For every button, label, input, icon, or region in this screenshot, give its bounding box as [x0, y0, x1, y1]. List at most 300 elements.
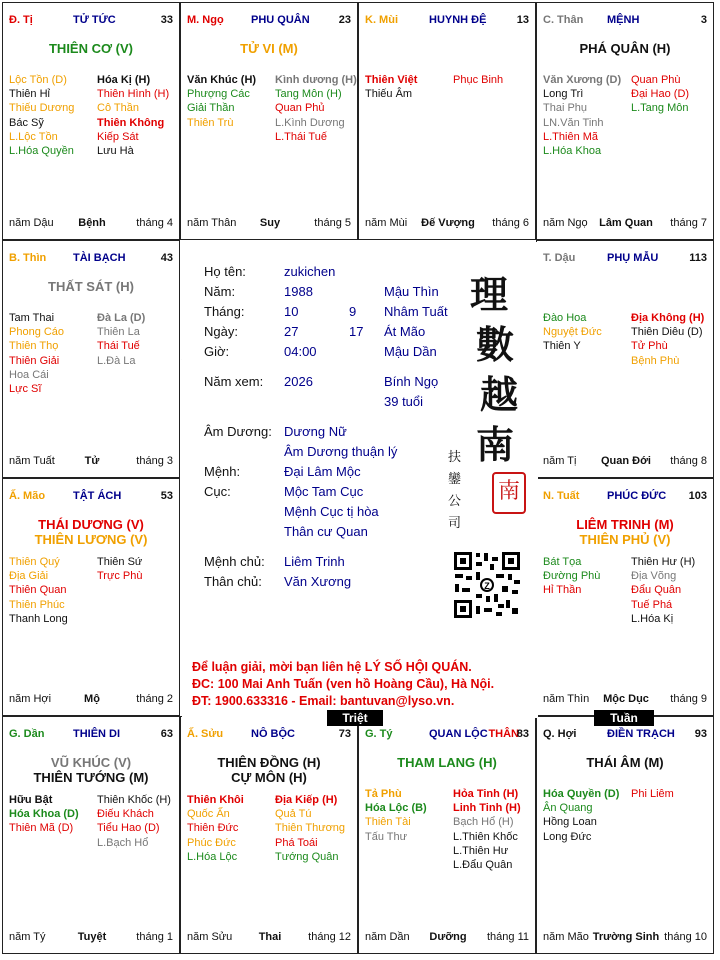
palace-header — [543, 252, 709, 268]
view-age: 39 tuổi — [384, 394, 424, 409]
palace-year: năm Tuất — [9, 455, 55, 467]
company-char: 鑾 — [448, 472, 462, 487]
star-item: Thiên La — [97, 326, 140, 339]
stars-col-left — [543, 787, 631, 844]
stars-col-right — [631, 555, 719, 626]
amduong-value: Dương Nữ — [284, 424, 347, 439]
main-stars — [359, 755, 535, 770]
main-star: THIÊN PHỦ (V) — [579, 532, 671, 547]
star-item: Bạch Hổ (H) — [453, 816, 514, 829]
star-item: Phục Binh — [453, 74, 504, 86]
star-item: Thanh Long — [9, 612, 68, 625]
star-item: L.Hóa Kị — [631, 612, 674, 625]
stars-col-left — [365, 73, 453, 101]
stars-col-right — [275, 73, 363, 144]
palace-footer — [9, 217, 175, 231]
star-item: Điếu Khách — [97, 808, 154, 821]
palace-name: MỆNH — [607, 14, 640, 26]
palace-month: tháng 7 — [670, 217, 707, 229]
star-item: Phá Toái — [275, 836, 318, 849]
main-star: THẤT SÁT (H) — [48, 279, 134, 294]
star-item: L.Đẩu Quân — [453, 859, 513, 872]
palace-thin[interactable] — [2, 240, 180, 478]
stars-col-left — [543, 73, 631, 158]
notice-contact: ĐT: 1900.633316 - Email: bantuvan@lyso.vn. — [192, 694, 455, 708]
palace-stem: Ấ. Mão — [9, 490, 46, 502]
palace-header — [187, 14, 353, 30]
star-item: Thiên Hư (H) — [631, 556, 696, 568]
star-item: L.Thiên Khốc — [453, 830, 518, 843]
star-item: Hoa Cái — [9, 368, 49, 381]
stars-col-left — [9, 73, 97, 158]
notice-line-1: Để luận giải, mời bạn liên hệ LÝ SỐ HỘI QUÁN. — [192, 660, 472, 674]
palace-name: TỬ TỨC — [73, 14, 116, 26]
notice-address: ĐC: 100 Mai Anh Tuấn (ven hồ Hoàng Cầu), Hà Nội. — [192, 677, 495, 691]
month-label: Tháng: — [204, 304, 245, 319]
palace-header — [543, 728, 709, 744]
palace-stem: G. Dần — [9, 728, 45, 740]
stars-col-left — [543, 311, 631, 354]
palace-footer — [543, 217, 709, 231]
svg-text:Z: Z — [484, 581, 490, 591]
month-lunar: Nhâm Tuất — [384, 304, 448, 319]
main-star: THÁI DƯƠNG (V) — [38, 517, 144, 532]
menhchu-value: Liêm Trinh — [284, 554, 345, 569]
menh-label: Mệnh: — [204, 464, 241, 479]
main-star: CỰ MÔN (H) — [231, 770, 307, 785]
star-item: Phong Cáo — [9, 326, 65, 339]
main-stars — [3, 517, 179, 547]
star-item: Thiên Việt — [365, 74, 418, 86]
main-stars — [537, 755, 713, 770]
palace-stem: B. Thìn — [9, 252, 47, 264]
star-item: Thiên Quý — [9, 556, 60, 568]
calligraphy-char: 南 — [476, 422, 515, 467]
life-stage: Bệnh — [78, 217, 106, 229]
star-item: Thiên Trù — [187, 116, 234, 129]
star-item: Hữu Bật — [9, 794, 53, 806]
star-item: Đẩu Quân — [631, 584, 682, 597]
star-item: Hồng Loan — [543, 816, 597, 829]
palace-stem: K. Mùi — [365, 14, 398, 26]
star-item: Đại Hao (D) — [631, 88, 690, 101]
star-item: Thiên Hỉ — [9, 88, 50, 101]
palace-header — [9, 728, 175, 744]
star-item: Tam Thai — [9, 312, 55, 324]
day-lunar-num: 17 — [349, 324, 364, 339]
star-item: L.Thiên Mã — [543, 130, 599, 143]
palace-header — [187, 728, 353, 744]
main-star: TỬ VI (M) — [240, 41, 298, 56]
palace-age: 83 — [516, 728, 529, 740]
palace-month: tháng 11 — [486, 931, 529, 943]
stars-col-right — [631, 73, 719, 116]
day-lunar: Át Mão — [384, 324, 426, 339]
calligraphy-char: 數 — [476, 322, 515, 367]
palace-year: năm Dần — [365, 931, 410, 943]
cuc-value: Mộc Tam Cục — [284, 484, 364, 499]
stars-col-right — [275, 793, 363, 864]
palace-year: năm Mão — [543, 931, 589, 943]
star-item: Địa Võng — [631, 570, 677, 583]
star-item: Đào Hoa — [543, 312, 587, 324]
palace-footer — [365, 217, 531, 231]
palace-name: PHỤ MẪU — [607, 252, 659, 264]
year-solar: 1988 — [284, 284, 313, 299]
palace-hoi[interactable] — [536, 716, 714, 954]
month-solar: 10 — [284, 304, 299, 319]
palace-stem: T. Dậu — [543, 252, 576, 264]
star-item: L.Kình Dương — [275, 116, 345, 129]
palace-year: năm Dậu — [9, 217, 54, 229]
palace-name: PHÚC ĐỨC — [607, 490, 667, 502]
star-item: Hỏa Tinh (H) — [453, 788, 519, 800]
star-item: Bác Sỹ — [9, 116, 44, 129]
star-item: Lưu Hà — [97, 145, 134, 158]
than-marker: THÂN — [488, 728, 519, 740]
palace-year: năm Thân — [187, 217, 237, 229]
view-year: 2026 — [284, 374, 313, 389]
stars-col-left — [9, 793, 97, 836]
main-stars — [537, 517, 713, 547]
company-char: 司 — [448, 516, 462, 531]
palace-footer — [543, 931, 709, 945]
main-star: THÁI ÂM (M) — [586, 755, 664, 770]
star-item: Thiên Đức — [187, 822, 239, 835]
stars-col-right — [97, 555, 185, 583]
star-item: Phi Liêm — [631, 788, 674, 800]
palace-header — [543, 14, 709, 30]
star-item: Địa Kiếp (H) — [275, 794, 338, 806]
palace-tuat[interactable] — [536, 478, 714, 716]
palace-stem: G. Tý — [365, 728, 393, 740]
palace-age: 53 — [160, 490, 173, 502]
palace-month: tháng 12 — [308, 931, 351, 943]
horoscope-chart — [2, 2, 718, 958]
palace-month: tháng 8 — [670, 455, 707, 467]
star-item: Long Đức — [543, 830, 592, 843]
main-star: VŨ KHÚC (V) — [50, 755, 132, 770]
company-char: 公 — [448, 494, 462, 509]
palace-month: tháng 2 — [136, 693, 173, 705]
star-item: Kình dương (H) — [275, 74, 357, 86]
star-item: Tả Phù — [365, 788, 402, 800]
star-item: Thiếu Dương — [9, 102, 75, 115]
palace-than[interactable] — [536, 2, 714, 240]
star-item: Địa Giải — [9, 570, 49, 583]
palace-age: 43 — [160, 252, 173, 264]
palace-stem: Ấ. Sửu — [187, 728, 224, 740]
menh-value: Đại Lâm Mộc — [284, 464, 361, 479]
stars-col-left — [9, 555, 97, 626]
year-label: Năm: — [204, 284, 236, 299]
stars-col-right — [631, 311, 719, 368]
star-item: Thiên Thọ — [9, 340, 59, 353]
palace-header — [543, 490, 709, 506]
palace-age: 23 — [338, 14, 351, 26]
palace-age: 63 — [160, 728, 173, 740]
palace-age: 93 — [694, 728, 707, 740]
star-item: L.Bạch Hổ — [97, 836, 149, 849]
palace-footer — [9, 931, 175, 945]
red-seal — [492, 472, 526, 514]
star-item: Phúc Đức — [187, 836, 236, 849]
star-item: Quả Tú — [275, 808, 312, 821]
life-stage: Quan Đới — [601, 455, 651, 467]
palace-year: năm Tị — [543, 455, 577, 467]
star-item: L.Đà La — [97, 354, 136, 367]
main-star: LIÊM TRINH (M) — [576, 517, 674, 532]
star-item: Hóa Khoa (D) — [9, 808, 79, 821]
main-star: THIÊN LƯƠNG (V) — [34, 532, 148, 547]
star-item: Kiếp Sát — [97, 130, 139, 143]
view-year-lunar: Bính Ngọ — [384, 374, 439, 389]
seal-char: 南 — [497, 479, 520, 504]
star-item: L.Hóa Lộc — [187, 850, 238, 863]
star-item: Tử Phù — [631, 340, 668, 353]
palace-month: tháng 1 — [136, 931, 173, 943]
palace-footer — [543, 693, 709, 707]
star-item: Linh Tinh (H) — [453, 802, 521, 815]
star-item: Thiên Giải — [9, 354, 60, 367]
main-stars — [3, 755, 179, 785]
center-panel — [182, 242, 538, 718]
palace-header — [9, 490, 175, 506]
palace-month: tháng 3 — [136, 455, 173, 467]
palace-name: QUAN LỘC — [429, 728, 488, 740]
star-item: Văn Khúc (H) — [187, 74, 257, 86]
main-stars — [3, 279, 179, 294]
star-item: Hỉ Thần — [543, 584, 582, 597]
star-item: Hóa Quyền (D) — [543, 788, 620, 800]
star-item: Thiên Sứ — [97, 556, 143, 568]
main-star: THIÊN CƠ (V) — [48, 41, 134, 56]
amduong-label: Âm Dương: — [204, 424, 272, 439]
qr-code[interactable] — [452, 550, 522, 620]
cuc-note: Mệnh Cục tị hòa — [284, 504, 379, 519]
life-stage: Dưỡng — [429, 931, 467, 943]
view-year-label: Năm xem: — [204, 374, 264, 389]
stars-col-left — [187, 73, 275, 130]
palace-footer — [9, 693, 175, 707]
month-lunar-num: 9 — [349, 304, 357, 319]
name-value: zukichen — [284, 264, 336, 279]
palace-name: HUYNH ĐỆ — [429, 14, 487, 26]
star-item: Thiên Hình (H) — [97, 88, 170, 101]
main-stars — [181, 755, 357, 785]
palace-stem: N. Tuất — [543, 490, 580, 502]
palace-name: PHU QUÂN — [251, 14, 310, 26]
star-item: Giải Thần — [187, 102, 235, 115]
star-item: Nguyệt Đức — [543, 326, 602, 339]
star-item: Quan Phủ — [275, 102, 325, 115]
palace-month: tháng 10 — [664, 931, 707, 943]
star-item: Lộc Tồn (D) — [9, 74, 67, 86]
star-item: Đà La (D) — [97, 312, 146, 324]
palace-age: 13 — [516, 14, 529, 26]
calligraphy-logo — [470, 270, 530, 470]
palace-year: năm Thìn — [543, 693, 590, 705]
star-item: Lực Sĩ — [9, 383, 42, 396]
star-item: Đường Phù — [543, 570, 601, 583]
palace-month: tháng 4 — [136, 217, 173, 229]
company-chars — [448, 447, 464, 535]
main-star: THIÊN TƯỚNG (M) — [33, 770, 149, 785]
than-cu: Thân cư Quan — [284, 524, 368, 539]
calligraphy-char: 理 — [470, 272, 509, 317]
star-item: Tiểu Hao (D) — [97, 822, 160, 835]
stars-col-right — [97, 73, 185, 158]
palace-age: 73 — [338, 728, 351, 740]
palace-name: ĐIỀN TRẠCH — [607, 728, 675, 740]
star-item: Thai Phụ — [543, 102, 588, 115]
palace-header — [9, 252, 175, 268]
life-stage: Mộ — [84, 693, 100, 705]
palace-age: 33 — [160, 14, 173, 26]
star-item: Tướng Quân — [275, 850, 339, 863]
stars-col-left — [365, 787, 453, 844]
star-item: Tuế Phá — [631, 598, 673, 611]
star-item: Thiên Mã (D) — [9, 822, 74, 835]
main-stars — [537, 41, 713, 56]
main-stars — [3, 41, 179, 56]
hour-value: 04:00 — [284, 344, 317, 359]
stars-col-right — [631, 787, 719, 801]
star-item: Cô Thần — [97, 102, 139, 115]
company-char: 扶 — [448, 450, 462, 465]
calligraphy-char: 越 — [480, 372, 519, 417]
star-item: L.Thiên Hư — [453, 844, 509, 857]
name-label: Họ tên: — [204, 264, 246, 279]
palace-name: NÔ BỘC — [251, 728, 295, 740]
stars-col-left — [543, 555, 631, 598]
palace-stem: M. Ngọ — [187, 14, 224, 26]
star-item: L.Hóa Quyền — [9, 145, 74, 158]
hour-label: Giờ: — [204, 344, 230, 359]
life-stage: Trường Sinh — [592, 931, 660, 943]
palace-dau[interactable] — [536, 240, 714, 478]
thanchu-value: Văn Xương — [284, 574, 352, 589]
palace-name: TẬT ÁCH — [73, 490, 122, 502]
palace-age: 3 — [700, 14, 707, 26]
stars-col-left — [9, 311, 97, 396]
amduong-note: Âm Dương thuận lý — [284, 444, 398, 459]
life-stage: Lâm Quan — [599, 217, 653, 229]
palace-name: TÀI BẠCH — [73, 252, 126, 264]
cuc-label: Cục: — [204, 484, 231, 499]
palace-name: THIÊN DI — [73, 728, 121, 740]
star-item: Tang Môn (H) — [275, 88, 342, 101]
palace-mui[interactable] — [358, 2, 536, 240]
star-item: Thiên Khôi — [187, 794, 244, 806]
star-item: L.Thái Tuế — [275, 130, 327, 143]
star-item: Phượng Các — [187, 88, 250, 101]
palace-footer — [365, 931, 531, 945]
star-item: Long Trì — [543, 88, 584, 101]
thanchu-label: Thân chủ: — [204, 574, 262, 589]
palace-month: tháng 9 — [670, 693, 707, 705]
palace-ty[interactable] — [358, 716, 536, 954]
star-item: Thiếu Âm — [365, 88, 413, 101]
day-solar: 27 — [284, 324, 299, 339]
palace-year: năm Tý — [9, 931, 46, 943]
star-item: Thiên Khốc (H) — [97, 794, 171, 806]
palace-dan[interactable] — [2, 716, 180, 954]
palace-month: tháng 6 — [492, 217, 529, 229]
year-lunar: Mậu Thìn — [384, 284, 439, 299]
stars-col-right — [97, 793, 185, 850]
palace-footer — [9, 455, 175, 469]
star-item: Thái Tuế — [97, 340, 140, 353]
star-item: LN.Văn Tinh — [543, 116, 604, 129]
palace-header — [9, 14, 175, 30]
star-item: Thiên Diêu (D) — [631, 326, 703, 339]
stars-col-left — [187, 793, 275, 864]
star-item: Văn Xương (D) — [543, 74, 622, 86]
tuan-tag: Tuần — [594, 710, 654, 726]
menhchu-label: Mệnh chủ: — [204, 554, 265, 569]
star-item: Địa Không (H) — [631, 312, 705, 324]
star-item: Trực Phù — [97, 570, 143, 583]
palace-ngo[interactable] — [180, 2, 358, 240]
palace-mao[interactable] — [2, 478, 180, 716]
star-item: Hóa Lộc (B) — [365, 802, 427, 815]
star-item: Bát Tọa — [543, 556, 582, 568]
triet-tag: Triệt — [327, 710, 383, 726]
life-stage: Mộc Dục — [603, 693, 649, 705]
palace-age: 103 — [688, 490, 707, 502]
life-stage: Tử — [84, 455, 100, 467]
life-stage: Đế Vượng — [421, 217, 475, 229]
star-item: Thiên Quan — [9, 584, 67, 597]
palace-year: năm Hợi — [9, 693, 52, 705]
palace-year: năm Mùi — [365, 217, 408, 229]
stars-col-right — [97, 311, 185, 368]
day-label: Ngày: — [204, 324, 238, 339]
star-item: Bệnh Phù — [631, 354, 680, 367]
life-stage: Tuyệt — [77, 931, 107, 943]
palace-stem: Đ. Tị — [9, 14, 33, 26]
star-item: L.Hóa Khoa — [543, 145, 602, 158]
palace-year: năm Ngọ — [543, 217, 588, 229]
palace-month: tháng 5 — [314, 217, 351, 229]
star-item: Hóa Kị (H) — [97, 74, 151, 86]
star-item: Thiên Tài — [365, 816, 411, 829]
stars-col-right — [453, 73, 541, 87]
palace-ti[interactable] — [2, 2, 180, 240]
palace-header — [365, 14, 531, 30]
hour-lunar: Mậu Dần — [384, 344, 437, 359]
palace-footer — [543, 455, 709, 469]
stars-col-right — [453, 787, 541, 872]
life-stage: Thai — [258, 931, 282, 943]
star-item: L.Lộc Tồn — [9, 130, 58, 143]
main-star: THAM LANG (H) — [397, 755, 497, 770]
palace-stem: C. Thân — [543, 14, 584, 26]
main-star: THIÊN ĐỒNG (H) — [217, 755, 321, 770]
palace-suu[interactable] — [180, 716, 358, 954]
star-item: Quan Phù — [631, 74, 681, 86]
star-item: Thiên Phúc — [9, 598, 65, 611]
palace-footer — [187, 217, 353, 231]
main-stars — [181, 41, 357, 56]
life-stage: Suy — [259, 217, 281, 229]
palace-header — [365, 728, 531, 744]
palace-age: 113 — [689, 252, 707, 264]
palace-year: năm Sửu — [187, 931, 233, 943]
star-item: Quốc Ấn — [187, 808, 230, 821]
star-item: Tấu Thư — [365, 830, 408, 843]
